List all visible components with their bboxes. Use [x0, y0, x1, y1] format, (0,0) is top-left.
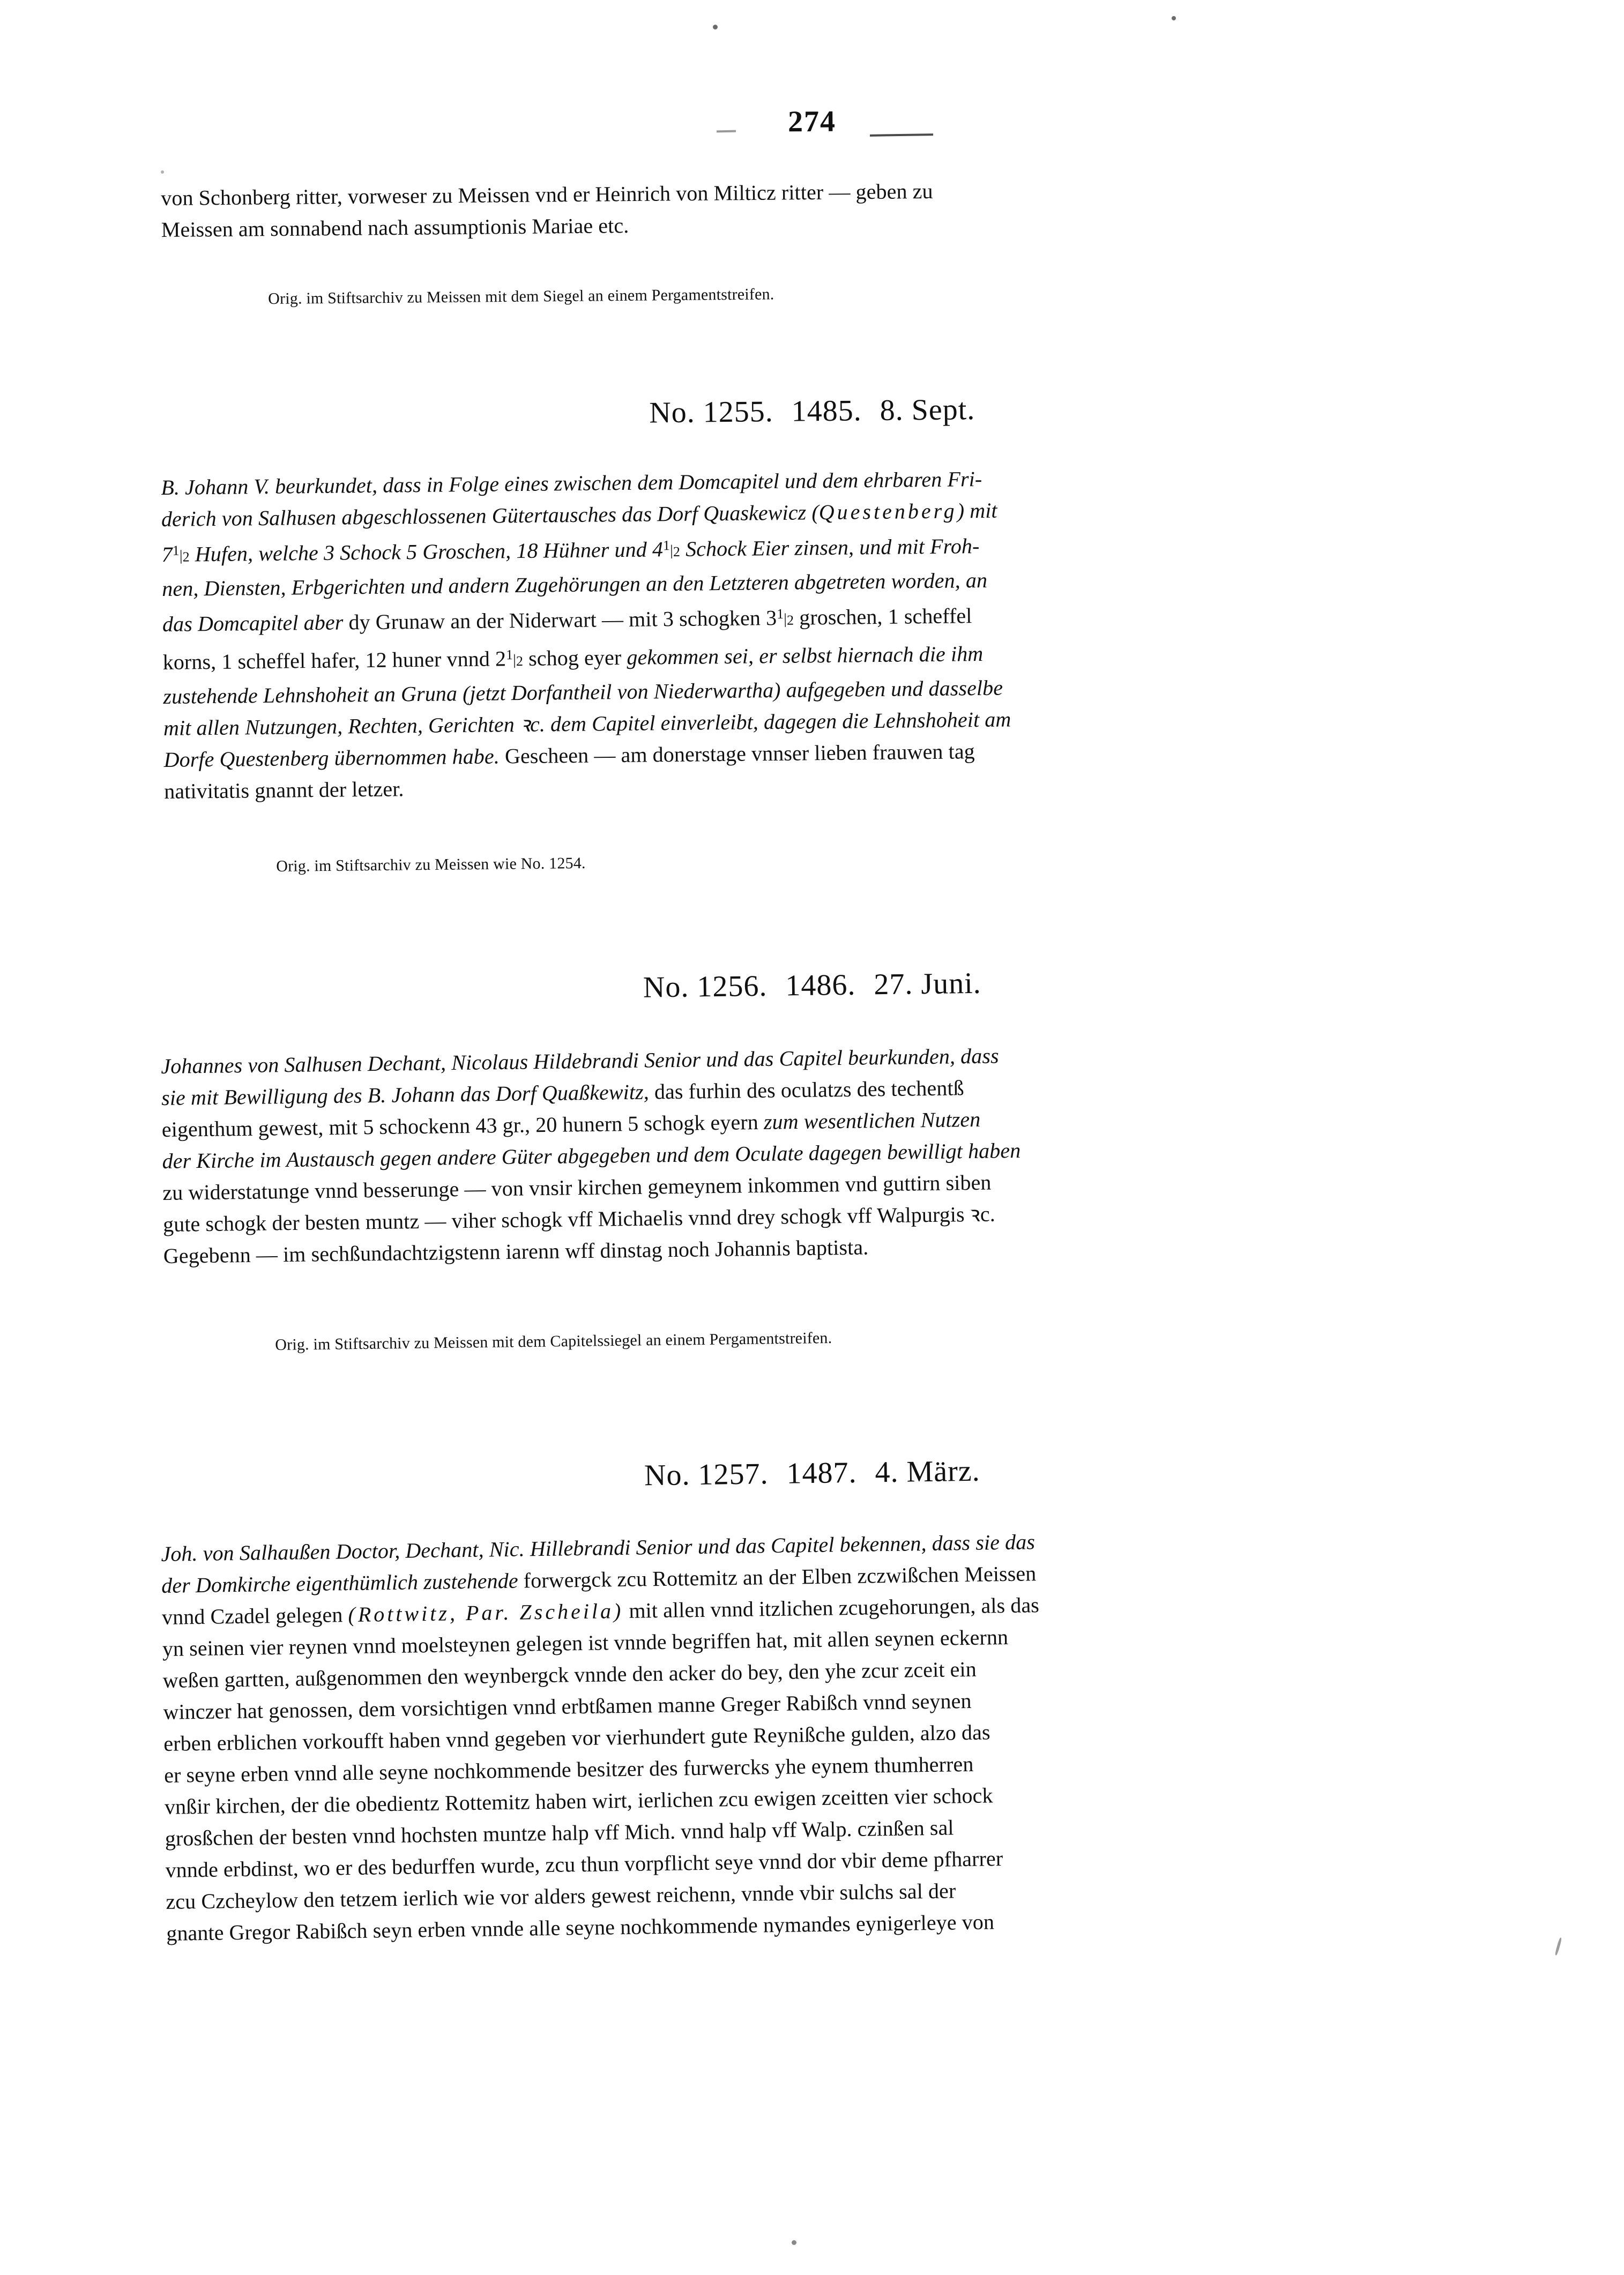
text-run: Johannes von Salhusen Dechant, Nicolaus Hildebrandi Senior und das Capitel beurkunden, dass: [161, 1043, 999, 1078]
text-run: zum wesentlichen Nutzen: [763, 1107, 981, 1134]
fraction: $^1|_2$: [776, 606, 794, 628]
archival-note-1256: [275, 1326, 832, 1357]
entry-date: 8. Sept.: [880, 393, 975, 427]
entry-heading-1257: [161, 1447, 1464, 1500]
text-run: schog eyer: [523, 645, 627, 670]
fraction: $^1|_2$: [662, 538, 681, 560]
entry-date: 4. März.: [875, 1454, 981, 1489]
text-run: dy Grunaw an der Niderwart — mit 3 schogken 3: [348, 605, 777, 635]
fraction: $^1|_2$: [172, 542, 190, 565]
archival-note-text: Orig. im Stiftsarchiv zu Meissen mit dem Siegel an einem Pergamentstreifen.: [268, 285, 774, 308]
entry-date: 27. Juni.: [873, 966, 982, 1002]
text-run: zu widerstatunge vnnd besserunge — von vnsir kirchen gemeynem inkommen vnd guttirn siben: [162, 1170, 992, 1205]
page-number: 274: [787, 105, 837, 139]
text-run: zcu Czcheylow den tetzem ierlich wie vor alders gewest reichenn, vnnde vbir sulchs sal der: [166, 1878, 956, 1914]
text-run: nen, Diensten, Erbgerichten und andern Zugehörungen an den Letzteren abgetreten worden, an: [162, 568, 988, 601]
fraction: $^1|_2$: [505, 647, 524, 669]
text-run: Schock Eier zinsen, und mit Froh-: [680, 534, 980, 561]
entry-year: 1485.: [791, 394, 862, 428]
entry-number: No. 1257.: [644, 1457, 769, 1493]
text-line: von Schonberg ritter, vorweser zu Meissen vnd er Heinrich von Milticz ritter — geben zu: [161, 178, 933, 210]
text-line: Meissen am sonnabend nach assumptionis Mariae etc.: [161, 213, 629, 242]
archival-note-1255: [276, 852, 586, 878]
text-run: 7: [161, 542, 173, 566]
entry-year: 1487.: [786, 1456, 857, 1490]
text-run: yn seinen vier reynen vnnd moelsteynen gelegen ist vnnde begriffen hat, mit allen seynen eckernn: [162, 1624, 1009, 1661]
archival-note-text: Orig. im Stiftsarchiv zu Meissen mit dem Capitelssiegel an einem Pergamentstreifen.: [275, 1329, 832, 1354]
text-run: vnnd Czadel gelegen: [161, 1602, 348, 1629]
text-run: der Kirche im Austausch gegen andere Güter abgegeben und dem Oculate dagegen bewilligt haben: [162, 1138, 1021, 1173]
scan-speckle: [1554, 1937, 1562, 1956]
text-run: er seyne erben vnnd alle seyne nochkommende besitzer des furwercks yhe eynem thumherren: [163, 1751, 974, 1787]
text-run: korns, 1 scheffel hafer, 12 huner vnnd 2: [162, 646, 506, 674]
scan-speckle: [792, 2240, 796, 2245]
running-head: [0, 105, 1624, 139]
entry-heading-1256: [161, 960, 1464, 1011]
entry-body-1255: [161, 458, 1466, 807]
text-run: winczer hat genossen, dem vorsichtigen vnnd erbtßamen manne Greger Rabißch vnnd seynen: [163, 1688, 972, 1724]
scan-speckle: [161, 170, 164, 174]
text-run: groschen, 1 scheffel: [793, 603, 972, 630]
text-run: der Domkirche eigenthümlich zustehende: [161, 1568, 524, 1598]
scan-speckle: [713, 25, 718, 29]
entry-number: No. 1255.: [649, 395, 774, 430]
text-run: mit allen vnnd itzlichen zcugehorungen, als das: [623, 1593, 1040, 1623]
text-run: Questenberg: [818, 498, 957, 525]
entry-heading-1255: [161, 387, 1464, 435]
text-run: forwergck zcu Rottemitz an der Elben zczwißchen Meissen: [523, 1561, 1037, 1593]
entry-year: 1486.: [785, 968, 856, 1003]
archival-note: [268, 282, 774, 311]
entry-number: No. 1256.: [643, 969, 768, 1004]
text-run: eigenthum gewest, mit 5 schockenn 43 gr., 20 hunern 5 schogk eyern: [161, 1109, 764, 1142]
text-run: derich von Salhusen abgeschlossenen Gütertausches das Dorf Quaskewicz (: [161, 500, 820, 531]
scan-speckle: [1172, 16, 1176, 20]
text-run: grosßchen der besten vnnd hochsten muntze halp vff Mich. vnnd halp vff Walp. czinßen sal: [165, 1815, 954, 1851]
text-run: das furhin des oculatzs des techentß: [654, 1076, 965, 1104]
entry-body-1257: [161, 1520, 1469, 1949]
text-run: Gescheen — am donerstage vnnser lieben frauwen tag: [504, 739, 975, 769]
text-run: gute schogk der besten muntz — viher schogk vff Michaelis vnnd drey schogk vff Walpurgis ꝛc.: [162, 1202, 996, 1236]
text-run: Hufen, welche 3 Schock 5 Groschen, 18 Hühner und 4: [189, 537, 664, 566]
text-run: sie mit Bewilligung des B. Johann das Dorf Quaßkewitz,: [161, 1079, 655, 1110]
text-run: erben erblichen vorkoufft haben vnnd gegeben vor vierhundert gute Reynißche gulden, alzo das: [163, 1720, 990, 1756]
text-run: Joh. von Salhaußen Doctor, Dechant, Nic. Hillebrandi Senior und das Capitel bekennen, dass sie das: [161, 1530, 1036, 1566]
scan-artifact-dash: [717, 130, 736, 133]
text-run: ) mit: [957, 498, 997, 523]
entry-body-1256: [161, 1034, 1466, 1272]
text-run: weßen gartten, außgenommen den weynbergck vnnde den acker do bey, den yhe zcur zceit ein: [162, 1657, 977, 1692]
text-run: mit allen Nutzungen, Rechten, Gerichten ꝛc. dem Capitel einverleibt, dagegen die Lehnshoheit am: [163, 707, 1011, 740]
text-run: nativitatis gnannt der letzer.: [164, 777, 404, 803]
text-run: das Domcapitel aber: [162, 610, 349, 636]
text-run: Gegebenn — im sechßundachtzigstenn iarenn wff dinstag noch Johannis baptista.: [163, 1235, 869, 1268]
text-run: zustehende Lehnshoheit an Gruna (jetzt Dorfantheil von Niederwartha) aufgegeben und dasselbe: [163, 675, 1003, 708]
intro-paragraph: [161, 170, 1464, 245]
text-run: B. Johann V. beurkundet, dass in Folge eines zwischen dem Domcapitel und dem ehrbaren Fri-: [161, 466, 982, 499]
text-run: (Rottwitz, Par. Zscheila): [348, 1598, 624, 1627]
text-run: gekommen sei, er selbst hiernach die ihm: [627, 641, 984, 669]
text-run: Dorfe Questenberg übernommen habe.: [163, 744, 505, 772]
archival-note-text: Orig. im Stiftsarchiv zu Meissen wie No. 1254.: [276, 854, 586, 875]
text-run: gnante Gregor Rabißch seyn erben vnnde alle seyne nochkommende nymandes eynigerleye von: [166, 1909, 995, 1945]
text-run: vnßir kirchen, der die obedientz Rottemitz haben wirt, ierlichen zcu ewigen zceitten vier schock: [164, 1783, 993, 1819]
text-run: vnnde erbdinst, wo er des bedurffen wurde, zcu thun vorpflicht seye vnnd dor vbir deme pfharrer: [165, 1846, 1003, 1882]
